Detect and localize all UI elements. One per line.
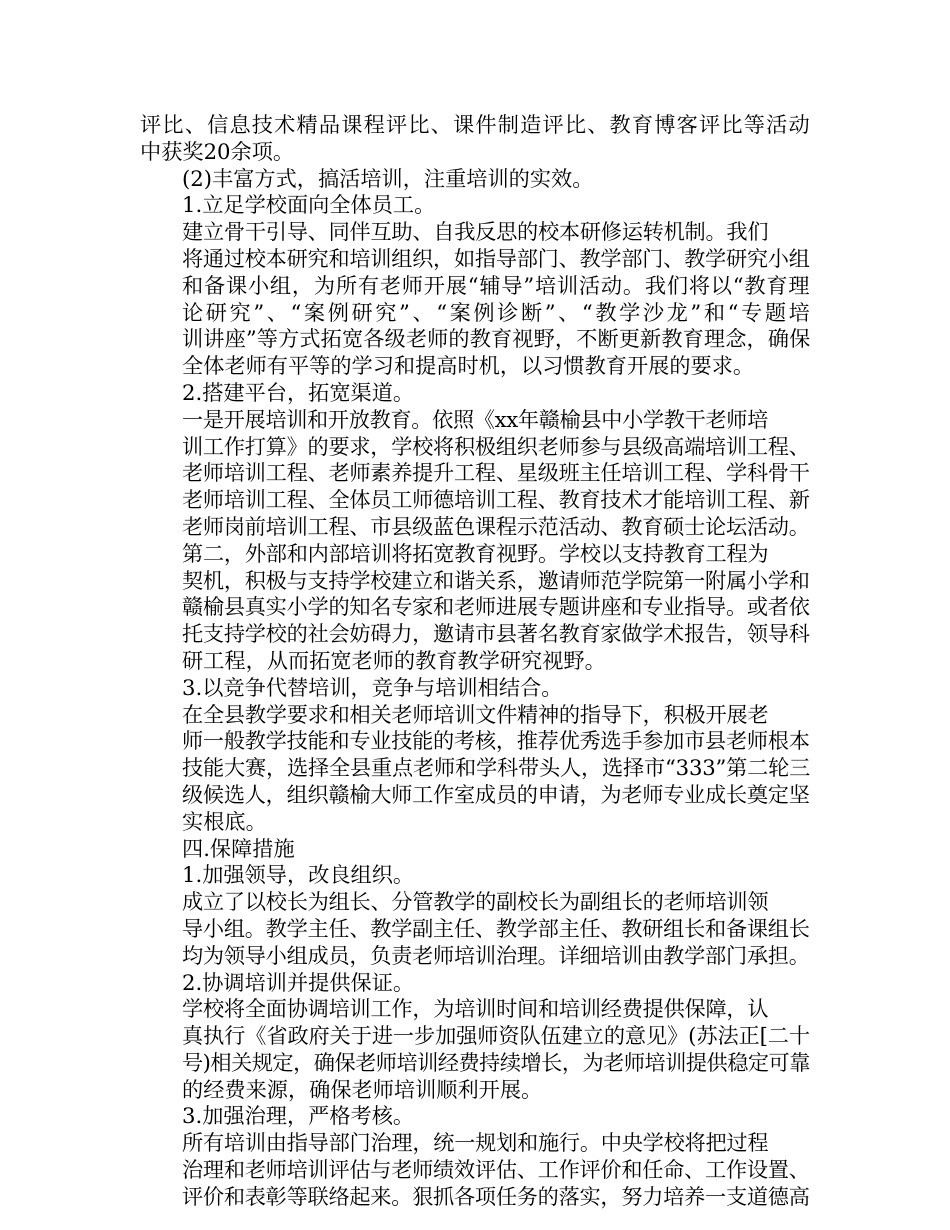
text-line: 老师培训工程、老师素养提升工程、星级班主任培训工程、学科骨干 <box>182 460 810 486</box>
text-line: 中获奖20余项。 <box>140 138 295 164</box>
text-line: 3.以竞争代替培训，竞争与培训相结合。 <box>182 674 563 700</box>
text-line: 论研究”、“案例研究”、“案例诊断”、“教学沙龙”和“专题培 <box>182 299 813 325</box>
p-funding <box>140 996 810 1103</box>
subheading-4-3 <box>140 1103 810 1130</box>
text-line: 建立骨干引导、同伴互助、自我反思的校本研修运转机制。我们 <box>182 219 769 245</box>
text-line: 契机，积极与支持学校建立和谐关系，邀请师范学院第一附属小学和 <box>182 567 810 593</box>
subheading-4-2 <box>140 970 810 997</box>
text-line: 1.加强领导，改良组织。 <box>182 862 415 888</box>
subheading-2 <box>140 380 810 407</box>
p-external <box>140 541 810 675</box>
text-line: 老师培训工程、全体员工师德培训工程、教育技术才能培训工程、新 <box>182 487 810 513</box>
text-line: 赣榆县真实小学的知名专家和老师进展专题讲座和专业指导。或者依 <box>182 594 810 620</box>
document-page <box>140 112 813 1211</box>
heading-4-guarantee <box>140 836 810 863</box>
text-line: 技能大赛，选择全县重点老师和学科带头人，选择市“333”第二轮三 <box>182 755 811 781</box>
text-line: 治理和老师培训评估与老师绩效评估、工作评价和任命、工作设置、 <box>182 1157 810 1183</box>
text-line: 将通过校本研究和培训组织，如指导部门、教学部门、教学研究小组 <box>182 245 810 271</box>
p-carryover <box>140 112 810 166</box>
text-line: 1.立足学校面向全体员工。 <box>182 192 436 218</box>
text-line: 第二，外部和内部培训将拓宽教育视野。学校以支持教育工程为 <box>182 540 769 566</box>
text-line: 真执行《省政府关于进一步加强师资队伍建立的意见》(苏法正[二十 <box>182 1023 810 1049</box>
text-line: 和备课小组，为所有老师开展“辅导”培训活动。我们将以“教育理 <box>182 272 811 298</box>
heading-2-methods <box>140 166 810 193</box>
text-line: 评比、信息技术精品课程评比、课件制造评比、教育博客评比等活动 <box>140 112 811 137</box>
text-line: 2.协调培训并提供保证。 <box>182 969 415 995</box>
text-line: 一是开展培训和开放教育。依照《xx年赣榆县中小学教干老师培 <box>182 406 768 432</box>
text-line: 导小组。教学主任、教学副主任、教学部主任、教研组长和备课组长 <box>182 915 810 941</box>
text-line: 评价和表彰等联络起来。狠抓各项任务的落实，努力培养一支道德高 <box>182 1183 810 1209</box>
text-line: 四.保障措施 <box>182 835 295 861</box>
p-open-training <box>140 407 810 541</box>
text-line: 学校将全面协调培训工作，为培训时间和培训经费提供保障，认 <box>182 996 769 1022</box>
subheading-1 <box>140 192 810 219</box>
text-line: 的经费来源，确保老师培训顺利开展。 <box>182 1076 543 1102</box>
p-competition <box>140 702 810 836</box>
text-line: 实根底。 <box>182 808 267 834</box>
text-line: 研工程，从而拓宽老师的教育教学研究视野。 <box>182 647 606 673</box>
text-line: 训工作打算》的要求，学校将积极组织老师参与县级高端培训工程、 <box>182 433 810 459</box>
text-line: 成立了以校长为组长、分管教学的副校长为副组长的老师培训领 <box>182 889 769 915</box>
text-line: 3.加强治理，严格考核。 <box>182 1103 415 1129</box>
text-line: 2.搭建平台，拓宽渠道。 <box>182 379 415 405</box>
text-line: 老师岗前培训工程、市县级蓝色课程示范活动、教育硕士论坛活动。 <box>182 513 810 539</box>
text-line: 号)相关规定，确保老师培训经费持续增长，为老师培训提供稳定可靠 <box>182 1049 810 1075</box>
text-line: 托支持学校的社会妨碍力，邀请市县著名教育家做学术报告，领导科 <box>182 621 810 647</box>
text-line: (2)丰富方式，搞活培训，注重培训的实效。 <box>182 165 594 191</box>
text-line: 全体老师有平等的学习和提高时机，以习惯教育开展的要求。 <box>182 353 755 379</box>
p-management <box>140 1130 810 1210</box>
text-line: 级候选人，组织赣榆大师工作室成员的申请，为老师专业成长奠定坚 <box>182 781 810 807</box>
p-mechanism <box>140 219 813 380</box>
text-line: 均为领导小组成员，负责老师培训治理。详细培训由教学部门承担。 <box>182 942 810 968</box>
text-line: 在全县教学要求和相关老师培训文件精神的指导下，积极开展老 <box>182 701 769 727</box>
text-line: 训讲座”等方式拓宽各级老师的教育视野，不断更新教育理念，确保 <box>182 326 811 352</box>
p-leadership <box>140 889 810 969</box>
text-line: 所有培训由指导部门治理，统一规划和施行。中央学校将把过程 <box>182 1130 769 1156</box>
text-line: 师一般教学技能和专业技能的考核，推荐优秀选手参加市县老师根本 <box>182 728 810 754</box>
subheading-4-1 <box>140 862 810 889</box>
subheading-3 <box>140 675 810 702</box>
